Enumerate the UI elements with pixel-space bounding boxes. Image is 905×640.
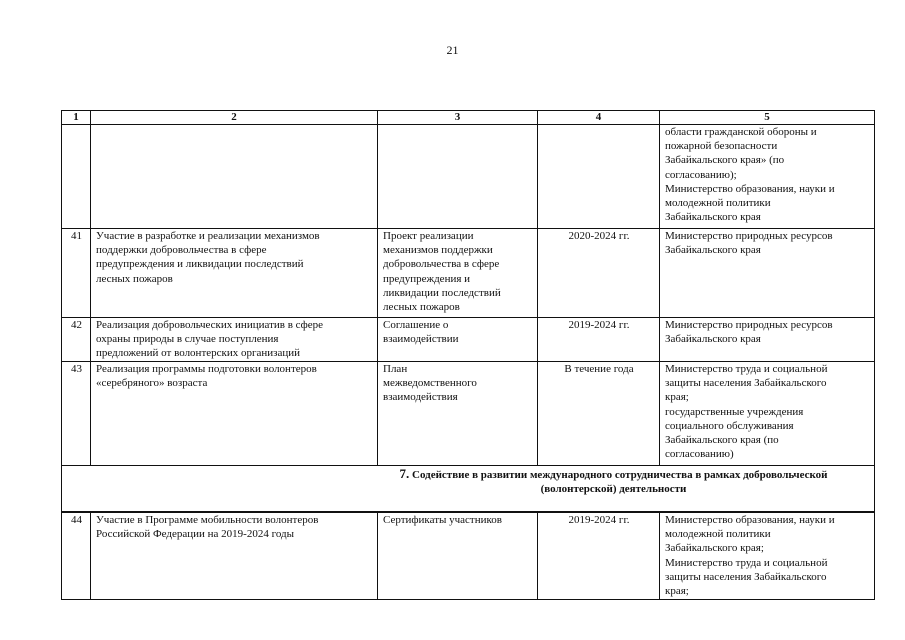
- event-line: лесных пожаров: [96, 272, 173, 285]
- result-line: взаимодействия: [383, 391, 458, 404]
- cell-result: [378, 513, 538, 600]
- cell-period: [538, 125, 660, 229]
- section-number: 7.: [399, 466, 410, 481]
- cell-period: 2019-2024 гг.: [538, 513, 660, 600]
- cell-period: В течение года: [538, 362, 660, 466]
- event-line: Реализация добровольческих инициатив в сфере: [96, 319, 324, 331]
- event-line: Участие в разработке и реализации механизмов: [96, 230, 320, 242]
- header-col-4: 4: [538, 111, 660, 125]
- cell-period: 2019-2024 гг.: [538, 318, 660, 362]
- result-line: лесных пожаров: [383, 301, 460, 314]
- executor-line: молодежной политики: [665, 528, 771, 541]
- result-line: межведомственного: [383, 377, 477, 390]
- event-line: предупреждения и ликвидации последствий: [96, 258, 304, 271]
- executor-line: Забайкальского края: [665, 333, 761, 346]
- event-line: охраны природы в случае поступления: [96, 333, 279, 346]
- cell-result: [378, 318, 538, 362]
- executor-line: Министерство труда и социальной: [665, 363, 828, 375]
- executor-line: защиты населения Забайкальского: [665, 570, 827, 583]
- cell-event: [91, 229, 378, 318]
- section-title-line-2: (волонтерской) деятельности: [540, 483, 687, 496]
- executor-line: Забайкальского края: [665, 211, 761, 224]
- executor-line: пожарной безопасности: [665, 140, 778, 153]
- cell-result: [378, 362, 538, 466]
- header-col-3: 3: [378, 111, 538, 125]
- executor-line: края;: [665, 391, 689, 404]
- section-heading-row: [62, 466, 875, 512]
- table-row-44: [62, 513, 875, 600]
- section-title-line-1: Содействие в развитии международного сотрудничества в рамках добровольческой: [412, 469, 828, 481]
- table-row-43: [62, 362, 875, 466]
- cell-executors: [660, 362, 875, 466]
- executor-line: защиты населения Забайкальского: [665, 377, 827, 390]
- cell-num: 44: [62, 513, 91, 600]
- executor-line: Забайкальского края;: [665, 542, 764, 555]
- cell-num: [62, 125, 91, 229]
- event-line: Российской Федерации на 2019-2024 годы: [96, 528, 294, 541]
- table-header-row: [62, 111, 875, 125]
- result-line: взаимодействии: [383, 333, 459, 346]
- cell-executors: [660, 229, 875, 318]
- cell-event: [91, 318, 378, 362]
- executor-line: Министерство труда и социальной: [665, 556, 828, 569]
- cell-period: 2020-2024 гг.: [538, 229, 660, 318]
- event-line: «серебряного» возраста: [96, 377, 208, 390]
- executor-line: края;: [665, 585, 689, 598]
- event-line: поддержки добровольчества в сфере: [96, 244, 267, 257]
- cell-event: [91, 362, 378, 466]
- section-heading: [62, 466, 875, 512]
- cell-executors: [660, 513, 875, 600]
- page-number: 21: [446, 43, 459, 57]
- executor-line: согласованию): [665, 448, 734, 461]
- result-line: предупреждения и: [383, 272, 471, 285]
- cell-num: 42: [62, 318, 91, 362]
- result-line: Соглашение о: [383, 319, 449, 331]
- event-line: предложений от волонтерских организаций: [96, 347, 301, 360]
- cell-num: 43: [62, 362, 91, 466]
- program-table: [61, 110, 875, 600]
- executor-line: Забайкальского края» (по: [665, 154, 785, 167]
- header-col-5: 5: [660, 111, 875, 125]
- result-line: Сертификаты участников: [383, 514, 502, 526]
- executor-line: Министерство природных ресурсов: [665, 319, 833, 331]
- executor-line: Забайкальского края (по: [665, 434, 779, 447]
- result-line: добровольчества в сфере: [383, 258, 500, 271]
- result-line: План: [383, 363, 408, 375]
- header-col-1: 1: [62, 111, 91, 125]
- event-line: Реализация программы подготовки волонтеров: [96, 363, 317, 375]
- table-row-42: [62, 318, 875, 362]
- result-line: ликвидации последствий: [383, 286, 501, 299]
- cell-event: [91, 125, 378, 229]
- cell-num: 41: [62, 229, 91, 318]
- executor-line: социального обслуживания: [665, 419, 794, 432]
- executor-line: Министерство природных ресурсов: [665, 230, 833, 242]
- cell-result: [378, 229, 538, 318]
- executor-line: согласованию);: [665, 168, 737, 181]
- executor-line: области гражданской обороны и: [665, 126, 817, 138]
- result-line: механизмов поддержки: [383, 244, 493, 257]
- executor-line: Министерство образования, науки и: [665, 182, 835, 195]
- executor-line: Министерство образования, науки и: [665, 514, 835, 526]
- executor-line: государственные учреждения: [665, 405, 804, 418]
- event-line: Участие в Программе мобильности волонтеров: [96, 514, 319, 526]
- table-row-continuation: [62, 125, 875, 229]
- cell-executors: [660, 125, 875, 229]
- executor-line: Забайкальского края: [665, 244, 761, 257]
- executor-line: молодежной политики: [665, 197, 771, 210]
- cell-executors: [660, 318, 875, 362]
- cell-result: [378, 125, 538, 229]
- result-line: Проект реализации: [383, 230, 474, 242]
- header-col-2: 2: [91, 111, 378, 125]
- table-row-41: [62, 229, 875, 318]
- cell-event: [91, 513, 378, 600]
